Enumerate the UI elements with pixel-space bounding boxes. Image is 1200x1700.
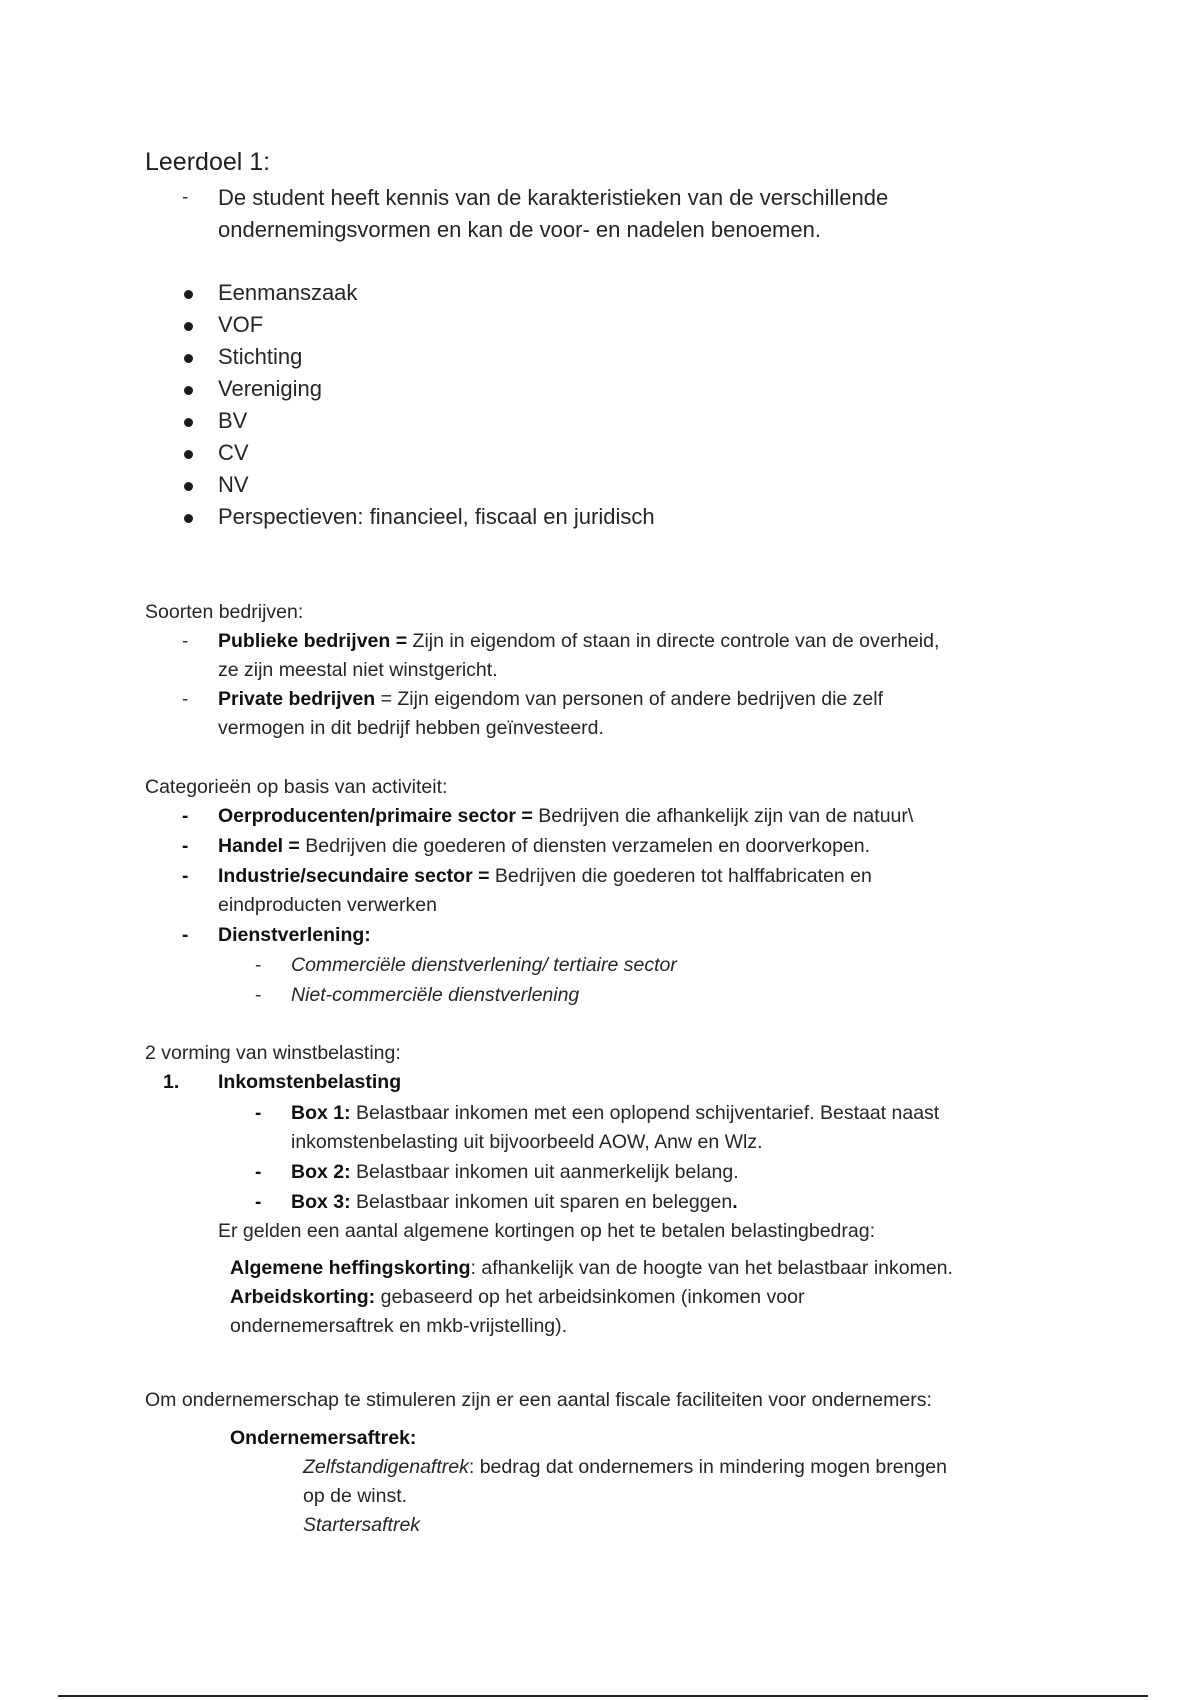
oer-line (218, 802, 913, 831)
section-heading-soorten: Soorten bedrijven: (145, 601, 304, 623)
ak-term: Arbeidskorting: (230, 1286, 376, 1308)
starters-term: Startersaftrek (303, 1514, 421, 1536)
box1-text: Belastbaar inkomen met een oplopend schijventarief. Bestaat naast (350, 1102, 940, 1124)
kortingen-line: Er gelden een aantal algemene kortingen op het te betalen belastingbedrag: (218, 1220, 875, 1242)
ak-line-2: ondernemersaftrek en mkb-vrijstelling). (230, 1315, 568, 1337)
handel-line (218, 832, 870, 861)
list-item: CV (218, 440, 249, 465)
dienst-term: Dienstverlening: (218, 924, 371, 946)
ahk-term: Algemene heffingskorting (230, 1257, 471, 1279)
box3-term: Box 3: (291, 1191, 351, 1213)
ib-term: Inkomstenbelasting (218, 1071, 402, 1093)
handel-term: Handel = (218, 835, 300, 857)
list-item: Stichting (218, 344, 303, 369)
starters-line (303, 1511, 420, 1540)
list-number: 1. (163, 1071, 180, 1093)
dash-marker: - (182, 631, 189, 652)
section-heading-categorieen: Categorieën op basis van activiteit: (145, 776, 448, 798)
dash-marker: - (182, 836, 189, 857)
faciliteiten-intro: Om ondernemerschap te stimuleren zijn er een aantal fiscale faciliteiten voor ondernemers: (145, 1389, 932, 1411)
box1-line-2: inkomstenbelasting uit bijvoorbeeld AOW, Anw en Wlz. (291, 1131, 763, 1153)
goal-line-1: De student heeft kennis van de karakteristieken van de verschillende (218, 185, 889, 210)
publiek-text: Zijn in eigendom of staan in directe controle van de overheid, (407, 630, 940, 652)
industrie-line-2: eindproducten verwerken (218, 894, 437, 916)
zelf-line-2: op de winst. (303, 1485, 408, 1507)
oer-term: Oerproducenten/primaire sector = (218, 805, 533, 827)
industrie-text: Bedrijven die goederen tot halffabricaten en (489, 865, 872, 887)
publiek-line-2: ze zijn meestal niet winstgericht. (218, 659, 498, 681)
publiek-term: Publieke bedrijven = (218, 630, 408, 652)
publiek-line-1 (218, 627, 939, 656)
dash-marker: - (182, 925, 189, 946)
box2-line (291, 1158, 739, 1187)
industrie-line-1 (218, 862, 872, 891)
box2-text: Belastbaar inkomen uit aanmerkelijk belang. (350, 1161, 739, 1183)
privaat-term: Private bedrijven (218, 688, 376, 710)
goal-line-2: ondernemingsvormen en kan de voor- en nadelen benoemen. (218, 217, 821, 242)
bottom-divider (58, 1695, 1148, 1697)
box3-line: Box 3: Belastbaar inkomen uit sparen en beleggen. (291, 1191, 738, 1213)
bullet-icon (184, 450, 193, 459)
list-item: Eenmanszaak (218, 280, 358, 305)
sub2-text: Niet-commerciële dienstverlening (291, 984, 580, 1006)
section-heading-belasting: 2 vorming van winstbelasting: (145, 1042, 401, 1064)
zelf-text: : bedrag dat ondernemers in mindering mogen brengen (468, 1456, 947, 1478)
handel-text: Bedrijven die goederen of diensten verzamelen en doorverkopen. (299, 835, 871, 857)
bullet-icon (184, 386, 193, 395)
industrie-term: Industrie/secundaire sector = (218, 865, 490, 887)
box2-term: Box 2: (291, 1161, 351, 1183)
box1-term: Box 1: (291, 1102, 351, 1124)
dash-marker: - (255, 1192, 262, 1213)
dash-marker: - (255, 1103, 262, 1124)
privaat-line-2: vermogen in dit bedrijf hebben geïnvesteerd. (218, 717, 604, 739)
dash-marker: - (255, 1162, 262, 1183)
bullet-icon (184, 354, 193, 363)
dash-marker: - (182, 187, 189, 208)
box3-text: Belastbaar inkomen uit sparen en beleggen (350, 1191, 733, 1213)
ak-text: gebaseerd op het arbeidsinkomen (inkomen voor (375, 1286, 805, 1308)
dash-marker: - (255, 985, 262, 1006)
zelf-line-1 (303, 1453, 947, 1482)
ahk-line (230, 1254, 953, 1283)
list-item: NV (218, 472, 249, 497)
oa-heading (230, 1424, 416, 1453)
dash-marker: - (182, 689, 189, 710)
ib-heading (218, 1068, 401, 1097)
bullet-icon (184, 322, 193, 331)
zelf-term: Zelfstandigenaftrek (303, 1456, 469, 1478)
dash-marker: - (182, 806, 189, 827)
bullet-icon (184, 482, 193, 491)
oa-term: Ondernemersaftrek: (230, 1427, 417, 1449)
sub-item-niet-commercieel (291, 981, 579, 1010)
page-title: Leerdoel 1: (145, 148, 271, 176)
dienst-line (218, 921, 371, 950)
sub1-text: Commerciële dienstverlening/ tertiaire sector (291, 954, 677, 976)
dash-marker: - (255, 955, 262, 976)
ak-line-1 (230, 1283, 804, 1312)
bullet-icon (184, 418, 193, 427)
sub-item-commercieel (291, 951, 677, 980)
dash-marker: - (182, 866, 189, 887)
box1-line-1 (291, 1099, 939, 1128)
bullet-icon (184, 290, 193, 299)
list-item: BV (218, 408, 248, 433)
list-item: VOF (218, 312, 264, 337)
bullet-icon (184, 514, 193, 523)
privaat-line-1 (218, 685, 883, 714)
privaat-text: = Zijn eigendom van personen of andere bedrijven die zelf (375, 688, 884, 710)
list-item: Vereniging (218, 376, 322, 401)
ahk-text: : afhankelijk van de hoogte van het belastbaar inkomen. (470, 1257, 953, 1279)
oer-text: Bedrijven die afhankelijk zijn van de natuur\ (532, 805, 914, 827)
list-item: Perspectieven: financieel, fiscaal en juridisch (218, 504, 655, 529)
